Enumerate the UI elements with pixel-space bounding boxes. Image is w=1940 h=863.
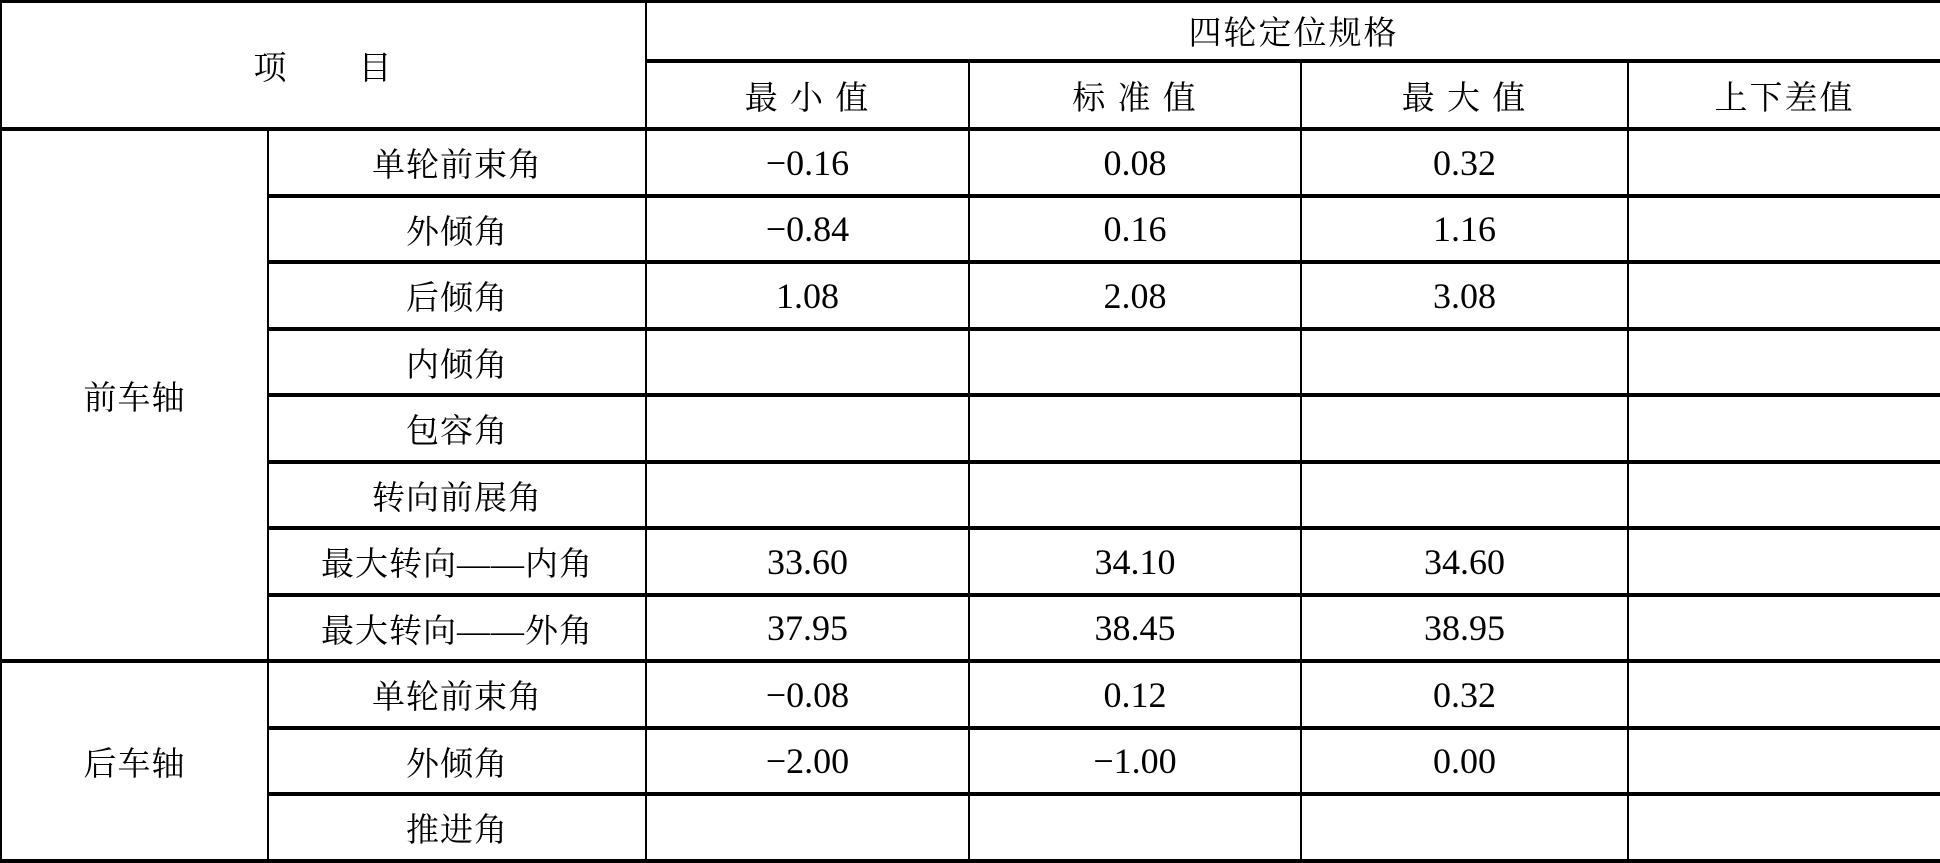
- cell-std: 2.08: [969, 262, 1301, 329]
- cell-diff: [1628, 395, 1940, 462]
- table-row: [1, 595, 1940, 662]
- cell-min: [646, 462, 969, 529]
- group-label-front-axle: 前车轴: [1, 129, 268, 661]
- cell-min: −0.16: [646, 129, 969, 196]
- cell-max: 3.08: [1301, 262, 1628, 329]
- row-label: 包容角: [268, 395, 646, 462]
- col-header-max: 最 大 值: [1301, 61, 1628, 130]
- cell-min: [646, 329, 969, 396]
- table-row: [1, 661, 1940, 728]
- cell-max: 0.32: [1301, 661, 1628, 728]
- cell-min: 33.60: [646, 528, 969, 595]
- col-header-diff: 上下差值: [1628, 61, 1940, 130]
- table-row: [1, 129, 1940, 196]
- cell-max: 0.00: [1301, 728, 1628, 795]
- cell-std: 38.45: [969, 595, 1301, 662]
- cell-std: 34.10: [969, 528, 1301, 595]
- cell-max: [1301, 329, 1628, 396]
- cell-max: [1301, 794, 1628, 861]
- cell-max: [1301, 395, 1628, 462]
- cell-diff: [1628, 794, 1940, 861]
- cell-diff: [1628, 528, 1940, 595]
- cell-std: [969, 395, 1301, 462]
- cell-diff: [1628, 728, 1940, 795]
- cell-max: 0.32: [1301, 129, 1628, 196]
- row-label: 最大转向——内角: [268, 528, 646, 595]
- row-label: 外倾角: [268, 196, 646, 263]
- cell-min: 37.95: [646, 595, 969, 662]
- table-row: [1, 462, 1940, 529]
- cell-max: [1301, 462, 1628, 529]
- cell-std: 0.12: [969, 661, 1301, 728]
- cell-diff: [1628, 129, 1940, 196]
- cell-diff: [1628, 329, 1940, 396]
- table-row: [1, 262, 1940, 329]
- cell-std: [969, 329, 1301, 396]
- row-label: 单轮前束角: [268, 129, 646, 196]
- col-header-min: 最 小 值: [646, 61, 969, 130]
- row-label: 推进角: [268, 794, 646, 861]
- row-label: 外倾角: [268, 728, 646, 795]
- cell-std: −1.00: [969, 728, 1301, 795]
- cell-min: [646, 395, 969, 462]
- row-label: 后倾角: [268, 262, 646, 329]
- table-row: [1, 395, 1940, 462]
- row-label: 最大转向——外角: [268, 595, 646, 662]
- row-label: 转向前展角: [268, 462, 646, 529]
- cell-max: 34.60: [1301, 528, 1628, 595]
- cell-std: 0.16: [969, 196, 1301, 263]
- cell-min: 1.08: [646, 262, 969, 329]
- cell-diff: [1628, 595, 1940, 662]
- table-row: [1, 728, 1940, 795]
- spec-header-cell: 四轮定位规格: [646, 2, 1940, 61]
- cell-std: 0.08: [969, 129, 1301, 196]
- cell-std: [969, 794, 1301, 861]
- cell-diff: [1628, 661, 1940, 728]
- cell-max: 1.16: [1301, 196, 1628, 263]
- cell-std: [969, 462, 1301, 529]
- row-label: 内倾角: [268, 329, 646, 396]
- cell-diff: [1628, 262, 1940, 329]
- cell-diff: [1628, 462, 1940, 529]
- table-row: [1, 329, 1940, 396]
- table-row: [1, 528, 1940, 595]
- table-row: [1, 794, 1940, 861]
- cell-max: 38.95: [1301, 595, 1628, 662]
- cell-diff: [1628, 196, 1940, 263]
- col-header-std: 标 准 值: [969, 61, 1301, 130]
- group-label-rear-axle: 后车轴: [1, 661, 268, 861]
- row-label: 单轮前束角: [268, 661, 646, 728]
- cell-min: −0.84: [646, 196, 969, 263]
- cell-min: −0.08: [646, 661, 969, 728]
- table-row: [1, 196, 1940, 263]
- item-header-cell: 项 目: [1, 2, 646, 130]
- cell-min: −2.00: [646, 728, 969, 795]
- cell-min: [646, 794, 969, 861]
